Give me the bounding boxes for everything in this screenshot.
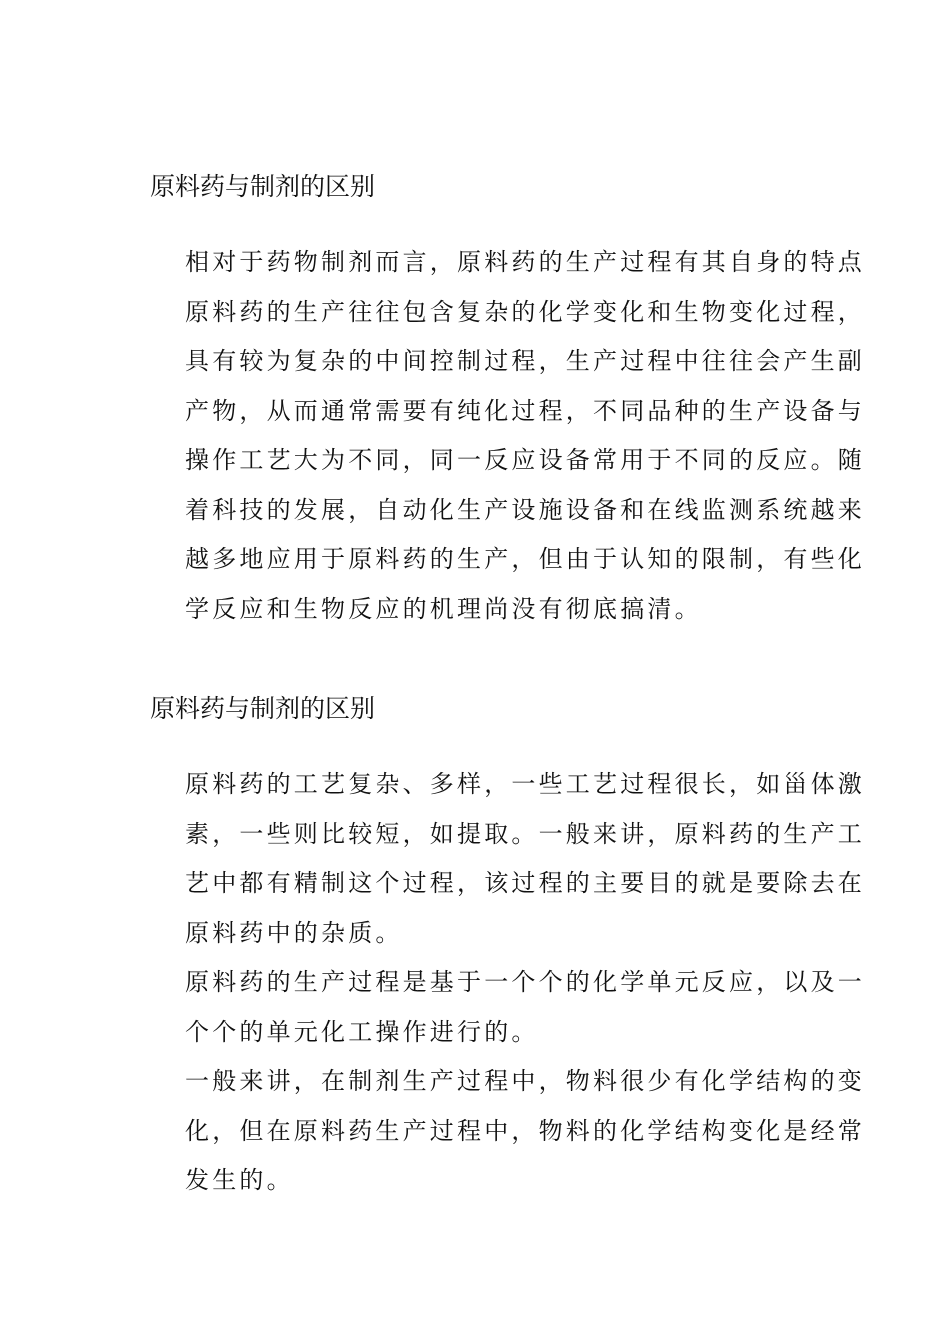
paragraph-line: 学反应和生物反应的机理尚没有彻底搞清。 bbox=[185, 594, 702, 623]
paragraph-line: 操作工艺大为不同，同一反应设备常用于不同的反应。随 bbox=[185, 446, 865, 474]
paragraph-line: 艺中都有精制这个过程，该过程的主要目的就是要除去在 bbox=[185, 869, 865, 897]
section-body bbox=[185, 766, 865, 1212]
paragraph-line: 相对于药物制剂而言，原料药的生产过程有其自身的特点 bbox=[185, 248, 865, 276]
paragraph-line: 发生的。 bbox=[185, 1166, 294, 1194]
paragraph-line: 原料药的工艺复杂、多样，一些工艺过程很长，如甾体激 bbox=[185, 770, 865, 798]
section-heading: 原料药与制剂的区别 bbox=[150, 172, 376, 201]
paragraph-line: 原料药中的杂质。 bbox=[185, 918, 403, 947]
paragraph-line: 产物，从而通常需要有纯化过程，不同品种的生产设备与 bbox=[185, 396, 865, 425]
paragraph-line: 着科技的发展，自动化生产设施设备和在线监测系统越来 bbox=[185, 495, 865, 524]
paragraph-line: 原料药的生产过程是基于一个个的化学单元反应，以及一 bbox=[185, 968, 865, 996]
paragraph-line: 素，一些则比较短，如提取。一般来讲，原料药的生产工 bbox=[185, 819, 865, 848]
section-heading: 原料药与制剂的区别 bbox=[150, 694, 376, 723]
paragraph-line: 具有较为复杂的中间控制过程，生产过程中往往会产生副 bbox=[185, 347, 865, 375]
paragraph-line: 原料药的生产往往包含复杂的化学变化和生物变化过程， bbox=[185, 297, 865, 326]
paragraph-line: 化，但在原料药生产过程中，物料的化学结构变化是经常 bbox=[185, 1116, 865, 1145]
paragraph-line: 越多地应用于原料药的生产，但由于认知的限制，有些化 bbox=[185, 545, 865, 573]
paragraph-line: 个个的单元化工操作进行的。 bbox=[185, 1017, 539, 1046]
section-body bbox=[185, 244, 865, 640]
paragraph-line: 一般来讲，在制剂生产过程中，物料很少有化学结构的变 bbox=[185, 1067, 865, 1095]
